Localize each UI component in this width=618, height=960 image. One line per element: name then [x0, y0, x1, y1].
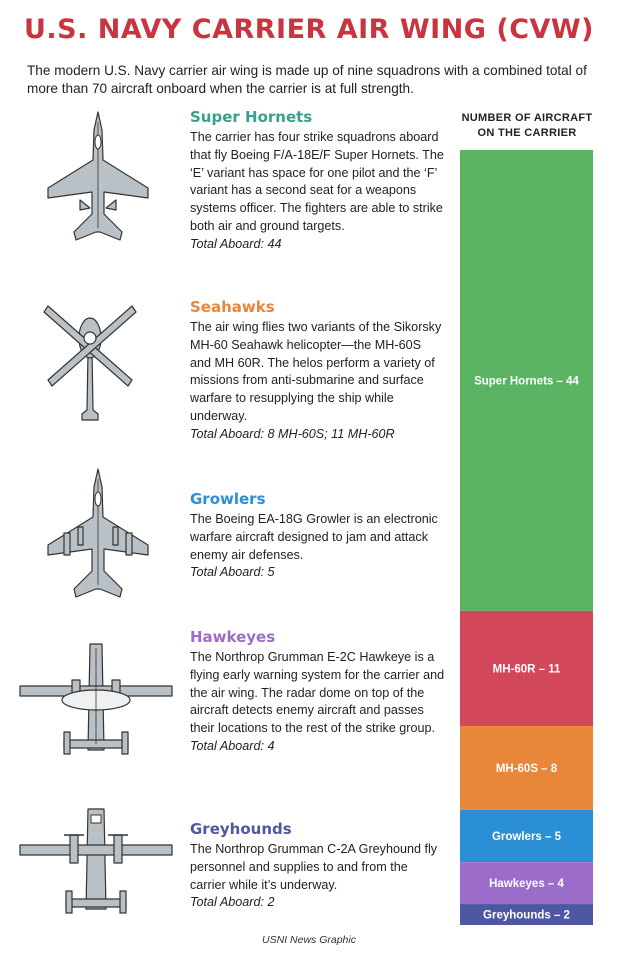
section-text: The air wing flies two variants of the Sikorsky MH-60 Seahawk helicopter—the MH-60S and MH 60R. The helos perform a variety of missions from anti-submarine and surface warfare to resupplying the ship while underway.: [190, 320, 442, 423]
bar-label: MH-60S – 8: [495, 762, 558, 775]
section-total: Total Aboard: 2: [190, 895, 275, 910]
section-title: Growlers: [190, 490, 266, 508]
section-total: Total Aboard: 4: [190, 738, 275, 753]
section-title: Greyhounds: [190, 820, 292, 838]
section-text: The carrier has four strike squadrons aboard that fly Boeing F/A-18E/F Super Hornets. The ‘E’ variant has space for one pilot and the ‘F’ variant has a second seat for a weapons systems officer. The fighters are able to strike both air and ground targets.: [190, 130, 444, 233]
credit-line: USNI News Graphic: [262, 934, 356, 946]
bar-label: Growlers – 5: [491, 830, 562, 843]
section-title: Hawkeyes: [190, 628, 276, 646]
section-text: The Northrop Grumman C-2A Greyhound fly personnel and supplies to and from the carrier while it’s underway.: [190, 842, 438, 892]
section-total: Total Aboard: 44: [190, 236, 282, 251]
bar-label: MH-60R – 11: [492, 663, 561, 676]
section-total: Total Aboard: 8 MH-60S; 11 MH-60R: [190, 426, 395, 441]
section-title: Super Hornets: [190, 108, 313, 126]
section-text: The Northrop Grumman E-2C Hawkeye is a flying early warning system for the carrier and the air wing. The radar dome on top of the aircraft detects enemy aircraft and passes their locations to the rest of the strike group.: [190, 650, 445, 736]
bar-label: Greyhounds – 2: [483, 909, 570, 922]
section-title: Seahawks: [190, 298, 275, 316]
section-text: The Boeing EA-18G Growler is an electronic warfare aircraft designed to jam and attack enemy air defenses.: [190, 512, 438, 562]
bar-label: Hawkeyes – 4: [489, 878, 564, 891]
chart-title: NUMBER OF AIRCRAFT ON THE CARRIER: [461, 112, 593, 139]
section-total: Total Aboard: 5: [190, 565, 275, 580]
intro-text: The modern U.S. Navy carrier air wing is made up of nine squadrons with a combined total of more than 70 aircraft onboard when the carrier is at full strength.: [27, 63, 587, 96]
page-title: U.S. NAVY CARRIER AIR WING (CVW): [23, 14, 595, 45]
bar-label: Super Hornets – 44: [474, 375, 579, 388]
